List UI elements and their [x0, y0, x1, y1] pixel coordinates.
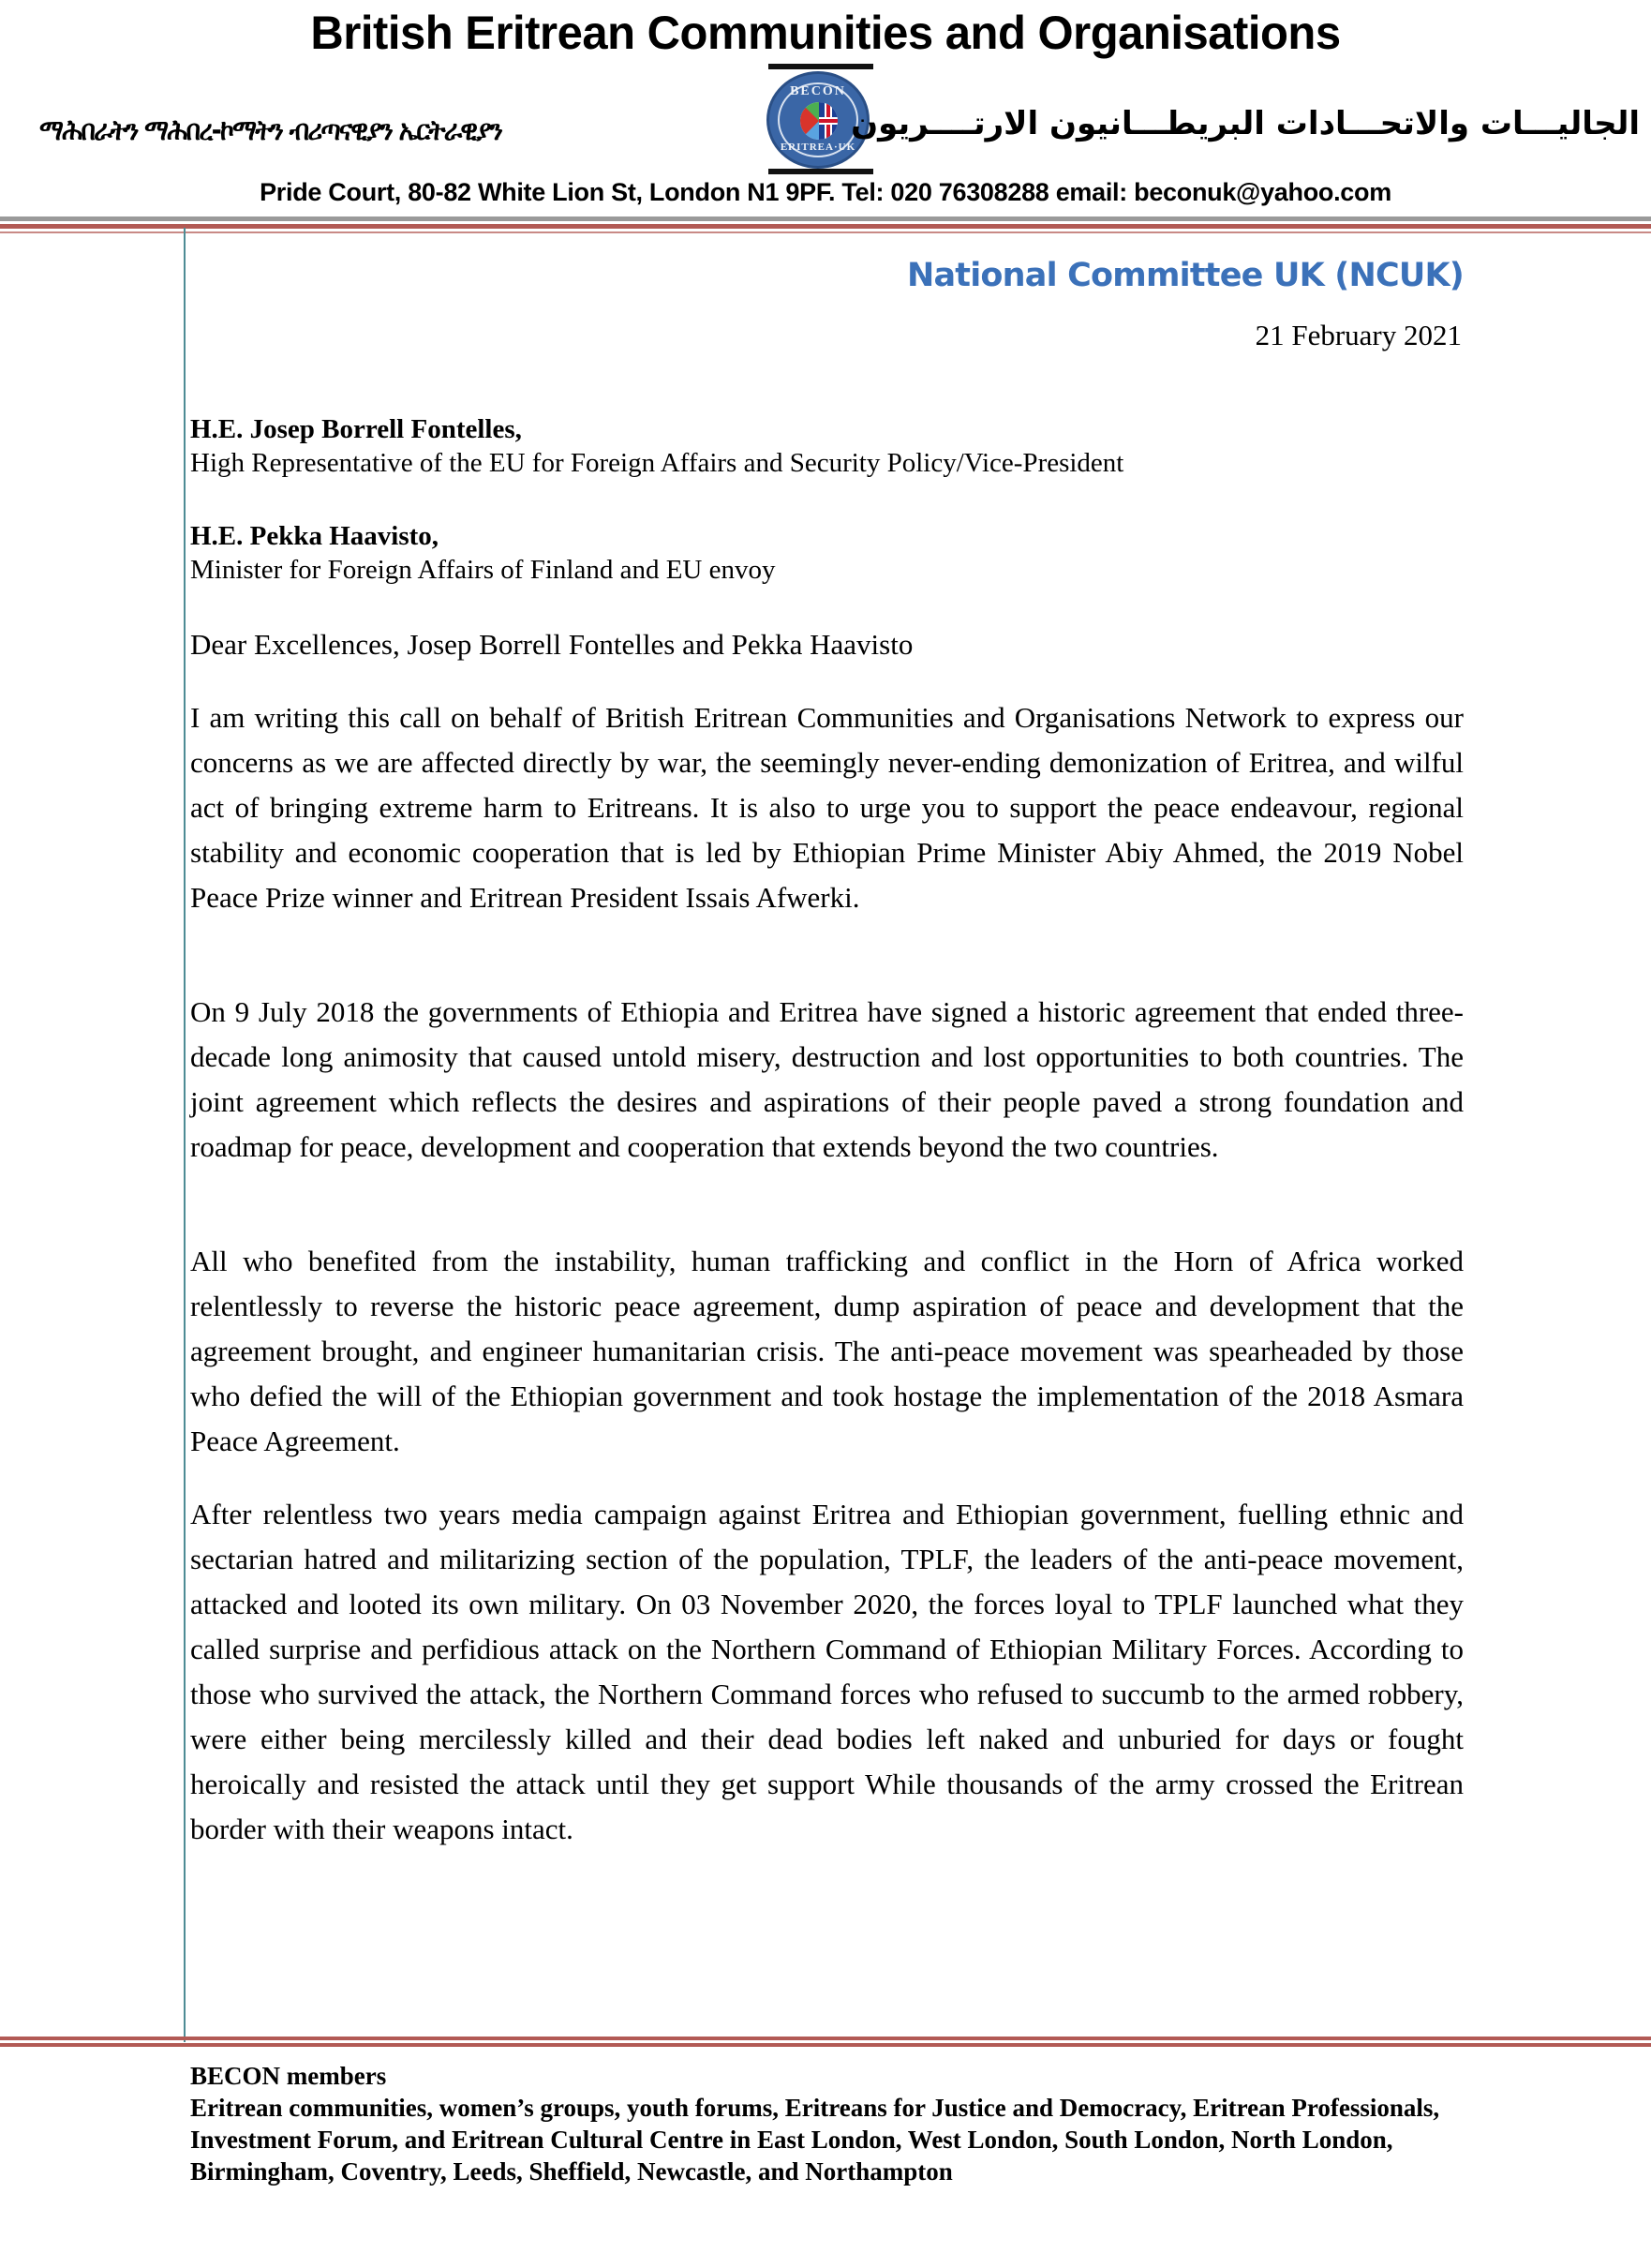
footer-members	[190, 2060, 1483, 2187]
body-paragraph-3: All who benefited from the instability, human trafficking and conflict in the Horn of Africa worked relentlessly to reverse the historic peace agreement, dump aspiration of peace and development that the agreement brought, and engineer humanitarian crisis. The anti-peace movement was spearheaded by those who defied the will of the Ethiopian government and took hostage the implementation of the 2018 Asmara Peace Agreement.	[190, 1245, 1464, 1457]
body-paragraph-1: I am writing this call on behalf of British Eritrean Communities and Organisations Network to express our concerns as we are affected directly by war, the seemingly never-ending demonization of Eritrea, and wilful act of bringing extreme harm to Eritreans. It is also to urge you to support the peace endeavour, regional stability and economic cooperation that is led by Ethiopian Prime Minister Abiy Ahmed, the 2019 Nobel Peace Prize winner and Eritrean President Issais Afwerki.	[190, 701, 1464, 914]
uk-flag-cross	[819, 117, 838, 125]
recipient-title: High Representative of the EU for Foreign Affairs and Security Policy/Vice-President	[190, 448, 1124, 478]
recipient-block-2	[190, 519, 1464, 587]
organisation-title: British Eritrean Communities and Organisations	[310, 7, 1341, 59]
recipient-name: H.E. Josep Borrell Fontelles,	[190, 414, 522, 444]
body-paragraph-2: On 9 July 2018 the governments of Ethiopia and Eritrea have signed a historic agreement that ended three-decade long animosity that caused untold misery, destruction and lost opportunities to both countries. The joint agreement which reflects the desires and aspirations of their people paved a strong foundation and roadmap for peace, development and cooperation that extends beyond the two countries.	[190, 995, 1464, 1163]
header-rule-gray	[0, 216, 1651, 221]
organisation-name-arabic: الجاليـــات والاتحـــادات البريطـــانيون الارتــــريون	[851, 105, 1640, 142]
margin-line	[184, 228, 186, 2042]
recipient-name: H.E. Pekka Haavisto,	[190, 521, 439, 551]
logo-top-bar	[768, 64, 873, 69]
footer-rule-bottom	[0, 2043, 1651, 2047]
header-rule-red-thin	[0, 231, 1651, 233]
recipient-block-1	[190, 412, 1464, 480]
eritrea-flag-half	[800, 102, 819, 140]
logo-top-text: BECON	[790, 84, 846, 98]
logo-bottom-bar	[768, 169, 873, 174]
committee-heading: National Committee UK (NCUK)	[906, 257, 1464, 294]
header-rule-red	[0, 224, 1651, 229]
logo-bottom-text: ERITREA·UK	[780, 142, 856, 153]
body-paragraph-4: After relentless two years media campaign against Eritrea and Ethiopian government, fuelling ethnic and sectarian hatred and militarizing section of the population, TPLF, the leaders of the anti-peace movement, attacked and looted its own military. On 03 November 2020, the forces loyal to TPLF launched what they called surprise and perfidious attack on the Northern Command of Ethiopian Military Forces. According to those who survived the attack, the Northern Command forces who refused to succumb to the armed robbery, were either being mercilessly killed and their dead bodies left naked and unburied for days or fought heroically and resisted the attack until they get support While thousands of the army crossed the Eritrean border with their weapons intact.	[190, 1498, 1464, 1845]
salutation: Dear Excellences, Josep Borrell Fontelles and Pekka Haavisto	[190, 628, 914, 661]
recipient-title: Minister for Foreign Affairs of Finland and EU envoy	[190, 555, 776, 585]
contact-address: Pride Court, 80-82 White Lion St, London N1 9PF. Tel: 020 76308288 email: beconuk@yahoo.com	[260, 178, 1391, 206]
letter-date: 21 February 2021	[1255, 319, 1462, 351]
footer-members-list: Eritrean communities, women’s groups, youth forums, Eritreans for Justice and Democracy, Eritrean Professionals, Investment Forum, and Eritrean Cultural Centre in East London, West London, South London, North London, Birmingham, Coventry, Leeds, Sheffield, Newcastle, and Northampton	[190, 2094, 1440, 2186]
organisation-name-tigrinya: ማሕበራትን ማሕበረ-ኮማትን ብሪጣናዊያን ኤርትራዊያን	[39, 114, 502, 147]
footer-heading: BECON members	[190, 2062, 387, 2090]
footer-rule-top	[0, 2037, 1651, 2040]
eritrea-uk-flag-icon	[800, 102, 838, 140]
